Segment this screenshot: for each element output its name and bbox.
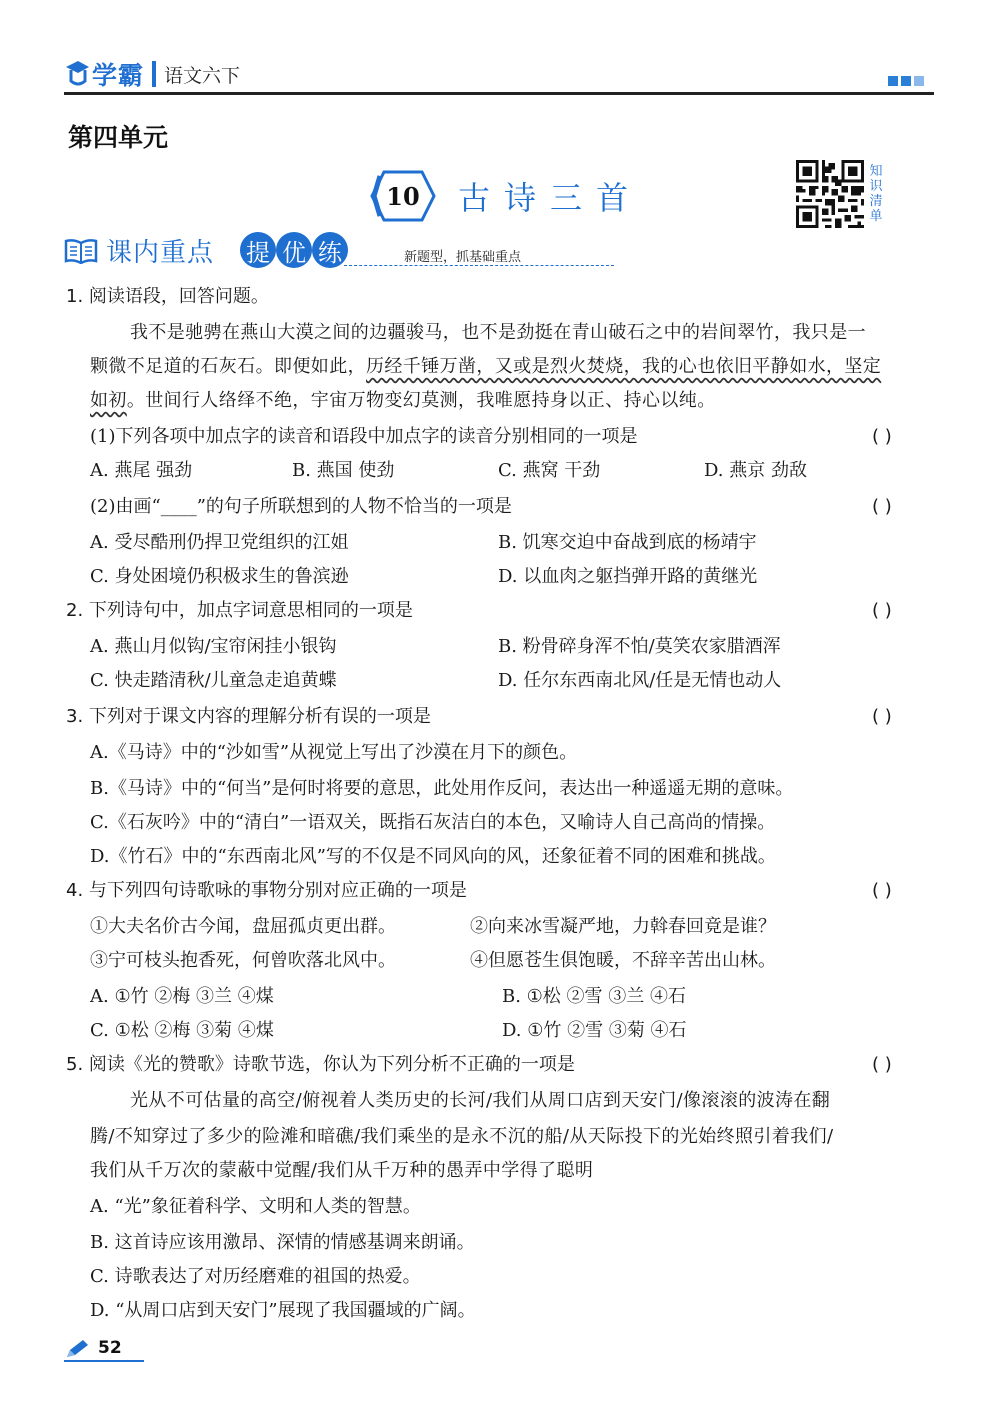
q3-option-c[interactable]: C.《石灰吟》中的“清白”一语双关，既指石灰洁白的本色，又喻诗人自己高尚的情操。 (90, 812, 776, 833)
q2-answer-box[interactable]: ( ) (872, 600, 892, 621)
q3-option-a[interactable]: A.《马诗》中的“沙如雪”从视觉上写出了沙漠在月下的颜色。 (90, 742, 578, 763)
q2-option-a[interactable]: A. 燕山月似钩/宝帘闲挂小银钩 (90, 636, 337, 657)
q4-poem-3: ③宁可枝头抱香死，何曾吹落北风中。 (90, 950, 396, 971)
brand-logo (64, 56, 240, 92)
q1-sub1-answer-box[interactable]: ( ) (872, 426, 892, 447)
q1-sub2-option-d[interactable]: D. 以血肉之躯挡弹开路的黄继光 (498, 566, 758, 587)
header-decoration (888, 76, 924, 86)
q1-sub2-option-b[interactable]: B. 饥寒交迫中奋战到底的杨靖宇 (498, 532, 757, 553)
q1-sub1-option-d[interactable]: D. 燕京 劲敌 (704, 460, 807, 481)
lesson-heading (370, 168, 642, 224)
q1-sub1-stem: (1)下列各项中加点字的读音和语段中加点字的读音分别相同的一项是 (90, 426, 638, 447)
section-dash-line (344, 265, 614, 266)
pencil-icon (64, 1338, 90, 1360)
q4-poem-4: ④但愿苍生俱饱暖，不辞辛苦出山林。 (470, 950, 776, 971)
lesson-title: 古诗三首 (458, 179, 643, 217)
section-title: 课内重点 (106, 238, 215, 268)
q3-stem: 3. 下列对于课文内容的理解分析有误的一项是 (66, 706, 431, 727)
brand-divider (152, 61, 156, 87)
badge-char-2: 优 (276, 232, 312, 268)
q1-sub1-option-c[interactable]: C. 燕窝 干劲 (498, 460, 601, 481)
q4-answer-box[interactable]: ( ) (872, 880, 892, 901)
badge-char-3: 练 (312, 232, 348, 268)
q5-option-a[interactable]: A. “光”象征着科学、文明和人类的智慧。 (90, 1196, 421, 1217)
header-rule (64, 92, 934, 95)
q1-passage-seg-end: 。世间行人络绎不绝，宇宙万物变幻莫测，我唯愿持身以正、持心以纯。 (126, 390, 716, 411)
graduation-cap-icon (64, 57, 90, 91)
unit-title: 第四单元 (68, 123, 169, 152)
q1-sub1-option-b[interactable]: B. 燕国 使劲 (292, 460, 395, 481)
q5-option-c[interactable]: C. 诗歌表达了对历经磨难的祖国的热爱。 (90, 1266, 421, 1287)
q4-option-b[interactable]: B. ①松 ②雪 ③兰 ④石 (502, 986, 686, 1007)
q4-poem-2: ②向来冰雪凝严地，力斡春回竟是谁？ (470, 916, 776, 937)
q2-option-c[interactable]: C. 快走踏清秋/儿童急走追黄蝶 (90, 670, 337, 691)
q4-poem-1: ①大夫名价古今闻，盘屈孤贞更出群。 (90, 916, 396, 937)
section-header (64, 232, 564, 272)
q5-passage-line-3: 我们从千万次的蒙蔽中觉醒/我们从千万种的愚弄中学得了聪明 (90, 1160, 594, 1181)
lesson-number-badge (370, 168, 436, 224)
section-subtitle: 新题型，抓基础重点 (404, 250, 522, 265)
q5-passage-line-1: 光从不可估量的高空/俯视着人类历史的长河/我们从周口店到天安门/像滚滚的波涛在翻 (130, 1090, 831, 1111)
q3-option-d[interactable]: D.《竹石》中的“东西南北风”写的不仅是不同风向的风，还象征着不同的困难和挑战。 (90, 846, 776, 867)
q1-passage-line-2 (90, 354, 881, 380)
q1-passage-seg: 颗微不足道的石灰石。即便如此， (90, 356, 366, 377)
q1-passage-line-3 (90, 388, 716, 414)
q2-stem: 2. 下列诗句中，加点字词意思相同的一项是 (66, 600, 413, 621)
q1-stem: 1. 阅读语段，回答问题。 (66, 286, 269, 307)
brand-name: 学霸 (92, 61, 145, 90)
q5-answer-box[interactable]: ( ) (872, 1054, 892, 1075)
q1-sub1-option-a[interactable]: A. 燕尾 强劲 (90, 460, 193, 481)
subject-label: 语文六下 (164, 64, 241, 87)
q1-sub2-answer-box[interactable]: ( ) (872, 496, 892, 517)
lesson-number: 10 (386, 181, 420, 211)
q5-option-d[interactable]: D. “从周口店到天安门”展现了我国疆域的广阔。 (90, 1300, 476, 1321)
badge-char-1: 提 (240, 232, 276, 268)
q2-option-d[interactable]: D. 任尔东西南北风/任是无情也动人 (498, 670, 782, 691)
q5-stem: 5. 阅读《光的赞歌》诗歌节选，你认为下列分析不正确的一项是 (66, 1054, 575, 1075)
q1-passage-line-1: 我不是驰骋在燕山大漠之间的边疆骏马，也不是劲挺在青山破石之中的岩间翠竹，我只是一 (130, 322, 866, 343)
q1-sub2-stem: (2)由画“____”的句子所联想到的人物不恰当的一项是 (90, 496, 512, 517)
open-book-icon (64, 238, 98, 264)
q4-stem: 4. 与下列四句诗歌咏的事物分别对应正确的一项是 (66, 880, 467, 901)
q4-option-d[interactable]: D. ①竹 ②雪 ③菊 ④石 (502, 1020, 687, 1041)
q4-option-c[interactable]: C. ①松 ②梅 ③菊 ④煤 (90, 1020, 274, 1041)
q5-option-b[interactable]: B. 这首诗应该用激昂、深情的情感基调来朗诵。 (90, 1232, 475, 1253)
q1-underlined-end: 如初 (90, 390, 127, 411)
q5-passage-line-2: 腾/不知穿过了多少的险滩和暗礁/我们乘坐的是永不沉的船/从天际投下的光始终照引着我们/ (90, 1126, 834, 1147)
q1-underlined-sentence: 历经千锤万凿，又或是烈火焚烧，我的心也依旧平静如水，坚定 (366, 356, 882, 377)
q4-option-a[interactable]: A. ①竹 ②梅 ③兰 ④煤 (90, 986, 274, 1007)
q3-option-b[interactable]: B.《马诗》中的“何当”是何时将要的意思，此处用作反问，表达出一种遥遥无期的意味。 (90, 778, 794, 799)
footer-rule (64, 1360, 144, 1362)
qr-label: 知识清单 (869, 164, 883, 224)
page-header (64, 56, 934, 100)
q1-sub2-option-a[interactable]: A. 受尽酷刑仍捍卫党组织的江姐 (90, 532, 349, 553)
qr-code-icon[interactable] (796, 160, 864, 228)
q3-answer-box[interactable]: ( ) (872, 706, 892, 727)
page-number: 52 (98, 1338, 122, 1358)
q2-option-b[interactable]: B. 粉骨碎身浑不怕/莫笑农家腊酒浑 (498, 636, 781, 657)
q1-sub2-option-c[interactable]: C. 身处困境仍积极求生的鲁滨逊 (90, 566, 349, 587)
